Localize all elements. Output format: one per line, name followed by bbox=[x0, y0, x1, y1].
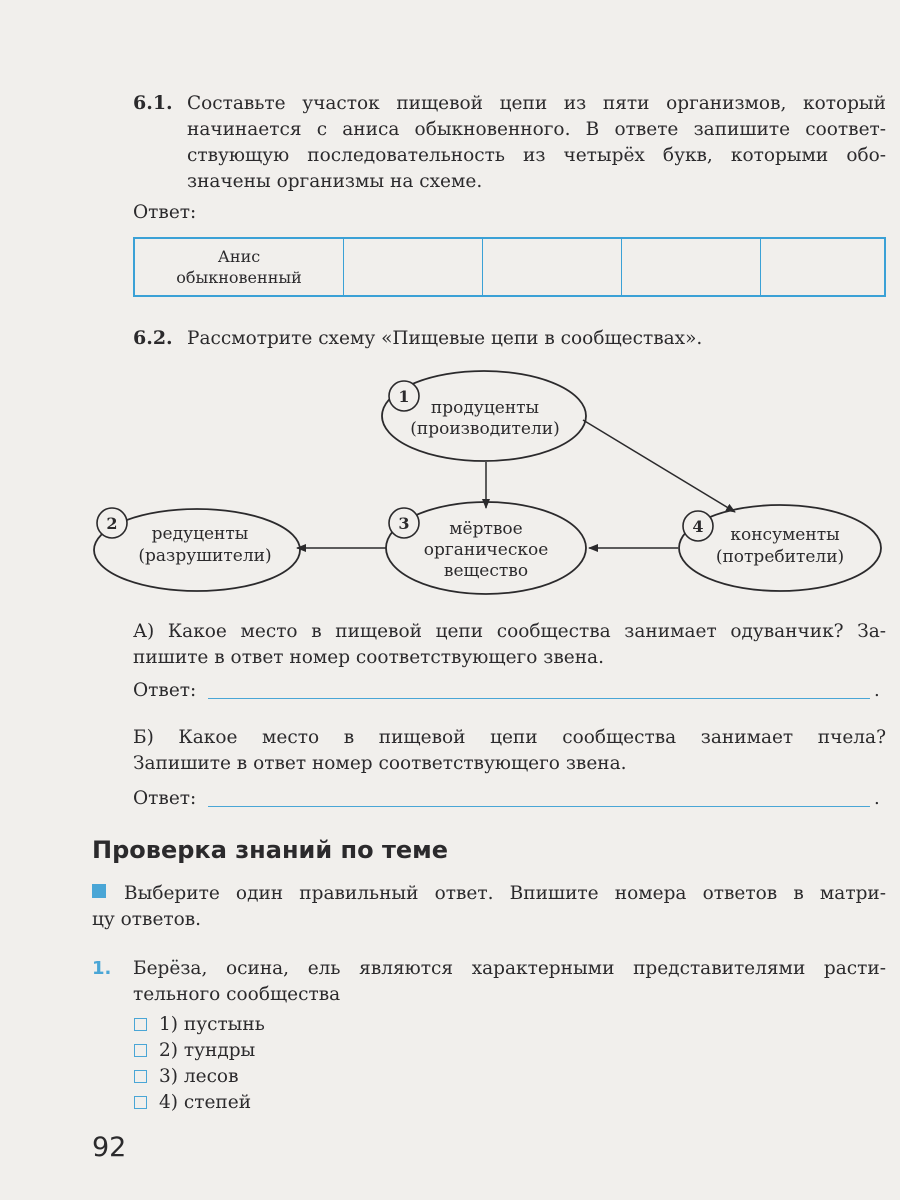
option-2[interactable] bbox=[134, 1040, 255, 1061]
question-a-line-2: пишите в ответ номер соответствующего звена. bbox=[133, 647, 604, 668]
task-6-1-number: 6.1. bbox=[133, 92, 173, 114]
anis-line-1: Анис bbox=[217, 247, 261, 266]
option-1-checkbox[interactable] bbox=[134, 1018, 147, 1031]
answer-a-period: . bbox=[874, 680, 880, 701]
task-6-1-answer-table bbox=[133, 237, 886, 297]
question-1-line-1: Берёза, осина, ель являются характерными представителями расти- bbox=[133, 958, 886, 979]
answer-cell-3[interactable] bbox=[483, 238, 622, 296]
node-1-line-1: продуценты bbox=[430, 398, 540, 418]
question-1-number: 1. bbox=[92, 958, 112, 979]
node-producers bbox=[382, 371, 586, 461]
page-number: 92 bbox=[92, 1132, 127, 1163]
answer-cell-2[interactable] bbox=[344, 238, 483, 296]
food-chain-diagram bbox=[0, 370, 900, 600]
answer-b-label: Ответ: bbox=[133, 788, 197, 809]
answer-cell-4[interactable] bbox=[622, 238, 761, 296]
option-4[interactable] bbox=[134, 1092, 251, 1113]
question-b-line-2: Запишите в ответ номер соответствующего звена. bbox=[133, 753, 627, 774]
question-1-line-2: тельного сообщества bbox=[133, 984, 341, 1005]
node-1-line-2: (производители) bbox=[410, 419, 560, 439]
node-consumers bbox=[679, 505, 881, 591]
anis-line-2: обыкновенный bbox=[176, 268, 302, 287]
node-2-line-2: (разрушители) bbox=[138, 546, 272, 566]
option-3-checkbox[interactable] bbox=[134, 1070, 147, 1083]
task-6-1-line-3: ствующую последовательность из четырёх букв, которыми обо- bbox=[187, 145, 886, 166]
section-title: Проверка знаний по теме bbox=[92, 836, 449, 864]
instruction-line-1: Выберите один правильный ответ. Впишите номера ответов в матри- bbox=[124, 883, 886, 904]
task-6-1-line-4: значены организмы на схеме. bbox=[187, 171, 483, 192]
answer-cell-5[interactable] bbox=[761, 238, 886, 296]
node-1-number: 1 bbox=[398, 387, 410, 406]
option-4-checkbox[interactable] bbox=[134, 1096, 147, 1109]
node-4-number: 4 bbox=[692, 517, 704, 536]
node-4-line-2: (потребители) bbox=[715, 547, 845, 567]
node-3-line-1: мёртвое bbox=[449, 519, 523, 539]
option-2-label: 2) тундры bbox=[159, 1040, 256, 1061]
option-3[interactable] bbox=[134, 1066, 238, 1087]
answer-a-label: Ответ: bbox=[133, 680, 197, 701]
arrow-producers-to-consumers bbox=[583, 420, 735, 512]
node-dead-organic-matter bbox=[386, 502, 586, 594]
question-a-line-1: А) Какое место в пищевой цепи сообщества занимает одуванчик? За- bbox=[133, 621, 886, 642]
task-6-1-answer-label: Ответ: bbox=[133, 202, 197, 223]
node-2-line-1: редуценты bbox=[151, 524, 249, 544]
instruction-line-2: цу ответов. bbox=[92, 909, 202, 930]
task-6-1-line-1: Составьте участок пищевой цепи из пяти организмов, который bbox=[187, 93, 886, 114]
question-b-line-1: Б) Какое место в пищевой цепи сообщества занимает пчела? bbox=[133, 727, 886, 748]
task-6-1-line-2: начинается с аниса обыкновенного. В ответе запишите соответ- bbox=[187, 119, 886, 140]
node-reducers bbox=[94, 508, 300, 591]
option-1-label: 1) пустынь bbox=[159, 1014, 265, 1035]
answer-b-period: . bbox=[874, 788, 880, 809]
node-4-line-1: консументы bbox=[730, 525, 840, 545]
answer-cell-anis bbox=[134, 238, 344, 296]
option-4-label: 4) степей bbox=[159, 1092, 252, 1113]
answer-a-line[interactable] bbox=[208, 698, 870, 699]
node-3-line-2: органическое bbox=[423, 540, 549, 560]
node-3-line-3: вещество bbox=[443, 561, 529, 581]
option-2-checkbox[interactable] bbox=[134, 1044, 147, 1057]
option-3-label: 3) лесов bbox=[159, 1066, 239, 1087]
node-2-number: 2 bbox=[106, 514, 118, 533]
task-6-2-text: Рассмотрите схему «Пищевые цепи в сообществах». bbox=[187, 328, 703, 349]
instruction-marker-icon bbox=[92, 884, 106, 898]
task-6-2-number: 6.2. bbox=[133, 327, 173, 349]
answer-b-line[interactable] bbox=[208, 806, 870, 807]
node-3-number: 3 bbox=[398, 514, 410, 533]
option-1[interactable] bbox=[134, 1014, 265, 1035]
